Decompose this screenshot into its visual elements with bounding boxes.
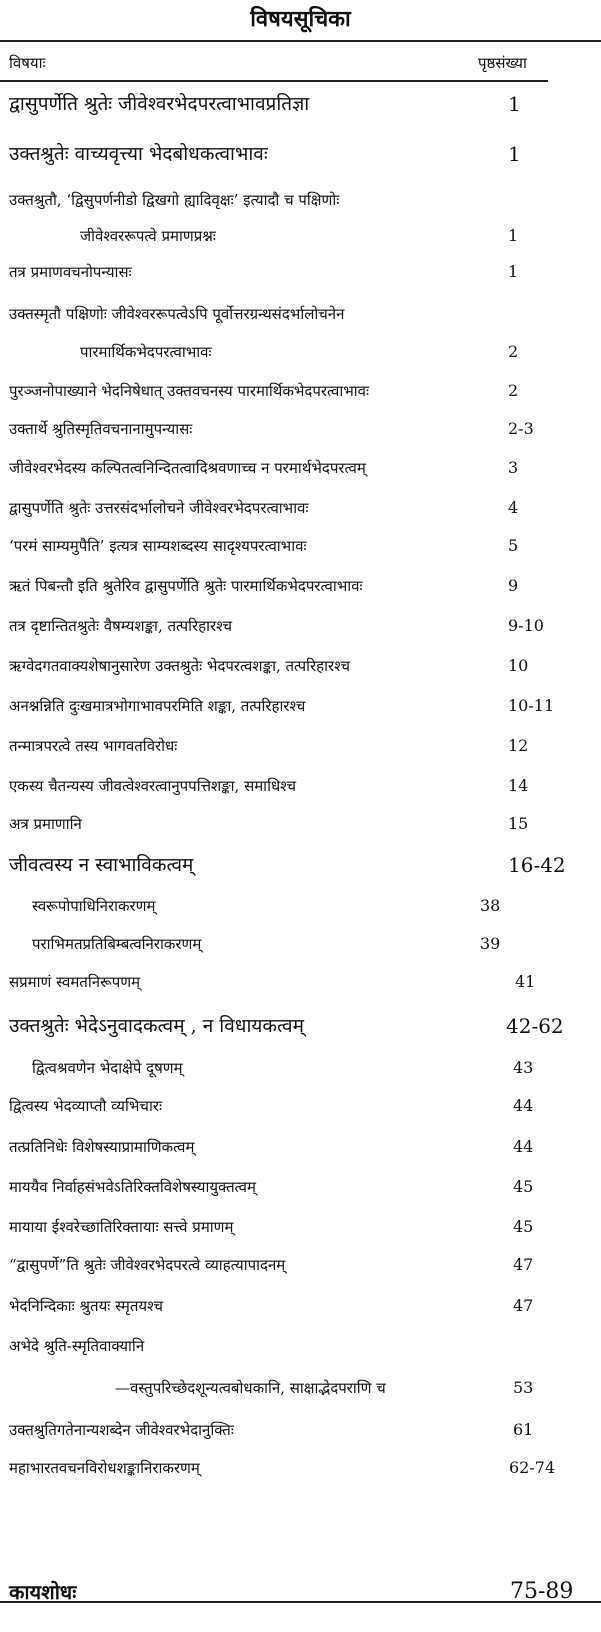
- toc-entry-title: उक्तस्मृतौ पक्षिणोः जीवेश्वररूपत्वेऽपि पूर्वोत्तरग्रन्थसंदर्भालोचनेन: [9, 305, 345, 323]
- toc-entry-page: 39: [480, 934, 501, 953]
- toc-entry-page: 47: [513, 1296, 534, 1315]
- toc-entry-title: —वस्तुपरिच्छेदशून्यत्वबोधकानि, साक्षाद्भेदपराणि च: [115, 1379, 386, 1397]
- toc-entry-page: 10-11: [508, 696, 555, 715]
- toc-entry-title: उक्तश्रुतिगतेनान्यशब्देन जीवेश्वरभेदानुक्तिः: [9, 1421, 234, 1439]
- toc-entry-title: सप्रमाणं स्वमतनिरूपणम्: [9, 973, 141, 991]
- page-title: विषयसूचिका: [250, 6, 351, 32]
- toc-entry-title: उक्तश्रुतेः भेदेऽनुवादकत्वम् , न विधायकत्वम्: [9, 1015, 304, 1037]
- toc-entry-title: तत्प्रतिनिधेः विशेषस्याप्रामाणिकत्वम्: [9, 1138, 195, 1156]
- column-header-page: पृष्ठसंख्या: [478, 54, 527, 72]
- toc-entry-page: 2: [508, 342, 519, 361]
- toc-entry-page: 47: [513, 1255, 534, 1274]
- toc-entry-page: 45: [513, 1177, 534, 1196]
- toc-entry-page: 2-3: [508, 419, 534, 438]
- toc-entry-title: द्वासुपर्णेति श्रुतेः जीवेश्वरभेदपरत्वाभावप्रतिज्ञा: [9, 93, 310, 115]
- toc-entry-page: 44: [513, 1096, 534, 1115]
- toc-entry-page: 1: [508, 142, 521, 166]
- title-rule: [0, 40, 601, 42]
- toc-entry-title: उक्तार्थे श्रुतिस्मृतिवचनानामुपन्यासः: [9, 420, 193, 438]
- toc-entry-title: उक्तश्रुतौ, ‘द्विसुपर्णनीडो द्विखगो ह्यादिवृक्षः’ इत्यादौ च पक्षिणोः: [9, 191, 340, 209]
- toc-entry-page: 53: [513, 1378, 534, 1397]
- toc-entry-title: अत्र प्रमाणानि: [9, 815, 82, 833]
- toc-entry-title: मायाया ईश्वरेच्छातिरिक्तायाः सत्त्वे प्रमाणम्: [9, 1218, 234, 1236]
- toc-entry-title: महाभारतवचनविरोधशङ्कानिराकरणम्: [9, 1459, 200, 1477]
- toc-entry-page: 43: [513, 1058, 534, 1077]
- column-header-subject: विषयाः: [9, 54, 46, 72]
- toc-entry-title: पुरञ्जनोपाख्याने भेदनिषेधात् उक्तवचनस्य पारमार्थिकभेदपरत्वाभावः: [9, 382, 370, 400]
- toc-entry-title: अनश्नन्निति दुःखमात्रभोगाभावपरमिति शङ्का, तत्परिहारश्च: [9, 697, 306, 715]
- toc-entry-title: ऋतं पिबन्तौ इति श्रुतेरिव द्वासुपर्णेति श्रुतेः पारमार्थिकभेदपरत्वाभावः: [9, 577, 363, 595]
- toc-entry-page: 9-10: [508, 616, 544, 635]
- toc-entry-page: 1: [508, 262, 519, 281]
- toc-entry-title: जीवत्वस्य न स्वाभाविकत्वम्: [9, 854, 194, 876]
- toc-entry-page: 62-74: [509, 1458, 556, 1477]
- toc-entry-page: 4: [508, 498, 519, 517]
- toc-entry-title: द्वित्वस्य भेदव्याप्तौ व्यभिचारः: [9, 1097, 163, 1115]
- toc-entry-title: द्वासुपर्णेति श्रुतेः उत्तरसंदर्भालोचने जीवेश्वरभेदपरत्वाभावः: [9, 499, 309, 517]
- toc-entry-page: 10: [508, 656, 529, 675]
- toc-entry-page: 45: [513, 1217, 534, 1236]
- toc-entry-title: तन्मात्रपरत्वे तस्य भागवतविरोधः: [9, 737, 178, 755]
- toc-entry-title: एकस्य चैतन्यस्य जीवत्वेश्वरत्वानुपपत्तिशङ्का, समाधिश्च: [9, 777, 297, 795]
- toc-entry-page: 41: [515, 972, 536, 991]
- footer-rule: [0, 1601, 601, 1603]
- toc-entry-page: 5: [508, 536, 519, 555]
- toc-entry-title: उक्तश्रुतेः वाच्यवृत्त्या भेदबोधकत्वाभावः: [9, 143, 268, 165]
- toc-entry-title: ऋग्वेदगतवाक्यशेषानुसारेण उक्तश्रुतेः भेदपरत्वशङ्का, तत्परिहारश्च: [9, 657, 351, 675]
- toc-entry-page: 14: [508, 776, 529, 795]
- toc-entry-page: 16-42: [508, 853, 566, 877]
- toc-entry-title: जीवेश्वररूपत्वे प्रमाणप्रश्नः: [80, 227, 216, 245]
- toc-entry-page: 38: [480, 896, 501, 915]
- toc-entry-title: तत्र दृष्टान्तितश्रुतेः वैषम्यशङ्का, तत्परिहारश्च: [9, 617, 233, 635]
- toc-entry-title: भेदनिन्दिकाः श्रुतयः स्मृतयश्च: [9, 1297, 164, 1315]
- toc-entry-title: द्वित्वश्रवणेन भेदाक्षेपे दूषणम्: [32, 1059, 183, 1077]
- toc-entry-title: “द्वासुपर्णे”ति श्रुतेः जीवेश्वरभेदपरत्वे व्याहत्यापादनम्: [9, 1256, 286, 1274]
- toc-entry-title: पारमार्थिकभेदपरत्वाभावः: [80, 343, 212, 361]
- toc-entry-page: 9: [508, 576, 519, 595]
- toc-entry-title: ‘परमं साम्यमुपैति’ इत्यत्र साम्यशब्दस्य सादृश्यपरत्वाभावः: [9, 537, 307, 555]
- toc-entry-title: जीवेश्वरभेदस्य कल्पितत्वनिन्दितत्वादिश्रवणाच्च न परमार्थभेदपरत्वम्: [9, 459, 366, 477]
- toc-entry-page: 3: [508, 458, 519, 477]
- toc-entry-title: माययैव निर्वाहसंभवेऽतिरिक्तविशेषस्यायुक्तत्वम्: [9, 1178, 256, 1196]
- toc-entry-page: 15: [508, 814, 529, 833]
- toc-entry-title: कायशोधः: [9, 1580, 77, 1604]
- toc-entry-title: पराभिमतप्रतिबिम्बत्वनिराकरणम्: [32, 935, 202, 953]
- toc-entry-title: तत्र प्रमाणवचनोपन्यासः: [9, 263, 132, 281]
- toc-entry-page: 1: [508, 92, 521, 116]
- toc-entry-page: 12: [508, 736, 529, 755]
- toc-entry-page: 44: [513, 1137, 534, 1156]
- toc-entry-page: 1: [508, 226, 519, 245]
- toc-entry-title: स्वरूपोपाधिनिराकरणम्: [32, 897, 156, 915]
- toc-entry-page: 75-89: [510, 1579, 574, 1604]
- toc-entry-title: अभेदे श्रुति-स्मृतिवाक्यानि: [9, 1337, 145, 1355]
- toc-entry-page: 61: [513, 1420, 534, 1439]
- header-rule: [0, 80, 548, 82]
- toc-entry-page: 42-62: [506, 1014, 564, 1038]
- toc-entry-page: 2: [508, 381, 519, 400]
